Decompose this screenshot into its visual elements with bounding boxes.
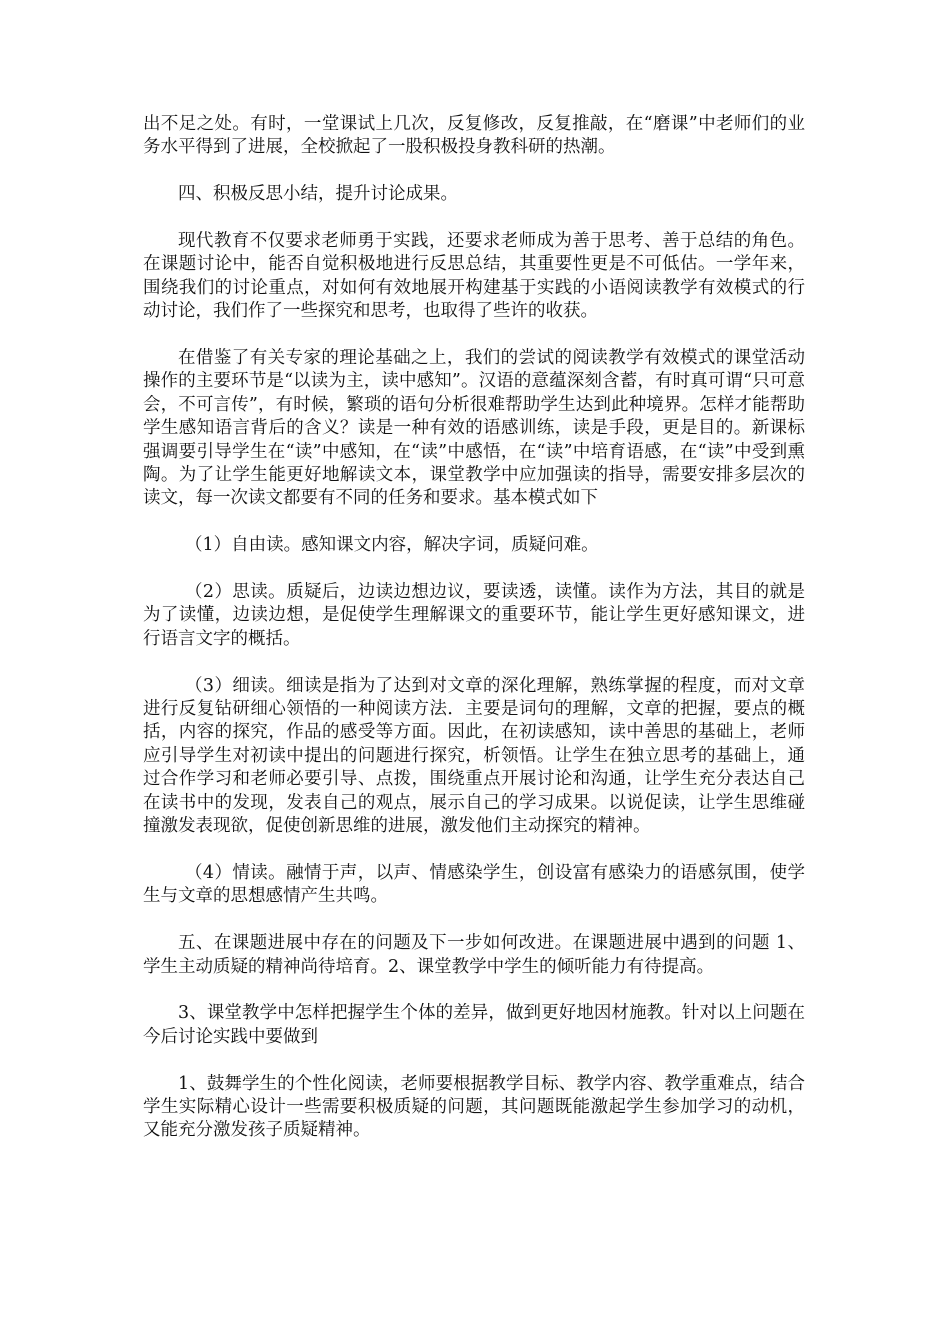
list-item-close-reading: （3）细读。细读是指为了达到对文章的深化理解，熟练掌握的程度，而对文章进行反复钻研细心领悟的一种阅读方法．主要是词句的理解，文章的把握，要点的概括，内容的探究，作品的感受等方面。因此，在初读感知，读中善思的基础上，老师应引导学生对初读中提出的问题进行探究，析领悟。让学生在独立思考的基础上，通过合作学习和老师必要引导、点拨，围绕重点开展讨论和沟通，让学生充分表达自己在读书中的发现，发表自己的观点，展示自己的学习成果。以说促读，让学生思维碰撞激发表现欲，促使创新思维的进展，激发他们主动探究的精神。 (143, 675, 805, 837)
section-heading-5: 五、在课题进展中存在的问题及下一步如何改进。在课题进展中遇到的问题 1、学生主动质疑的精神尚待培育。2、课堂教学中学生的倾听能力有待提高。 (143, 933, 805, 977)
paragraph-reflection: 现代教育不仅要求老师勇于实践，还要求老师成为善于思考、善于总结的角色。在课题讨论中，能否自觉积极地进行反思总结，其重要性更是不可低估。一学年来，围绕我们的讨论重点，对如何有效地展开构建基于实践的小语阅读教学有效模式的行动讨论，我们作了一些探究和思考，也取得了些许的收获。 (143, 231, 805, 322)
list-item-free-reading: （1）自由读。感知课文内容，解决字词，质疑问难。 (185, 535, 599, 556)
paragraph-improvement-1: 1、鼓舞学生的个性化阅读，老师要根据教学目标、教学内容、教学重难点，结合学生实际精心设计一些需要积极质疑的问题，其问题既能激起学生参加学习的动机，又能充分激发孩子质疑精神。 (143, 1073, 805, 1141)
paragraph-problem-3: 3、课堂教学中怎样把握学生个体的差异，做到更好地因材施教。针对以上问题在今后讨论实践中要做到 (143, 1003, 805, 1047)
list-item-emotional-reading: （4）情读。融情于声，以声、情感染学生，创设富有感染力的语感氛围，使学生与文章的思想感情产生共鸣。 (143, 862, 805, 907)
paragraph-reading-model: 在借鉴了有关专家的理论基础之上，我们的尝试的阅读教学有效模式的课堂活动操作的主要环节是“以读为主，读中感知”。汉语的意蕴深刻含蓄，有时真可谓“只可意会，不可言传”，有时候，繁琐的语句分析很难帮助学生达到此种境界。怎样才能帮助学生感知语言背后的含义？读是一种有效的语感训练，读是手段，更是目的。新课标强调要引导学生在“读”中感知，在“读”中感悟，在“读”中培育语感，在“读”中受到熏陶。为了让学生能更好地解读文本，课堂教学中应加强读的指导，需要安排多层次的读文，每一次读文都要有不同的任务和要求。基本模式如下 (143, 348, 805, 509)
paragraph-continuation: 出不足之处。有时，一堂课试上几次，反复修改，反复推敲，在“磨课”中老师们的业务水平得到了进展，全校掀起了一股积极投身教科研的热潮。 (143, 114, 805, 158)
document-page (143, 113, 805, 1166)
section-heading-4: 四、积极反思小结，提升讨论成果。 (178, 184, 458, 205)
list-item-thinking-reading: （2）思读。质疑后，边读边想边议，要读透，读懂。读作为方法，其目的就是为了读懂，边读边想，是促使学生理解课文的重要环节，能让学生更好感知课文，进行语言文字的概括。 (143, 582, 805, 649)
